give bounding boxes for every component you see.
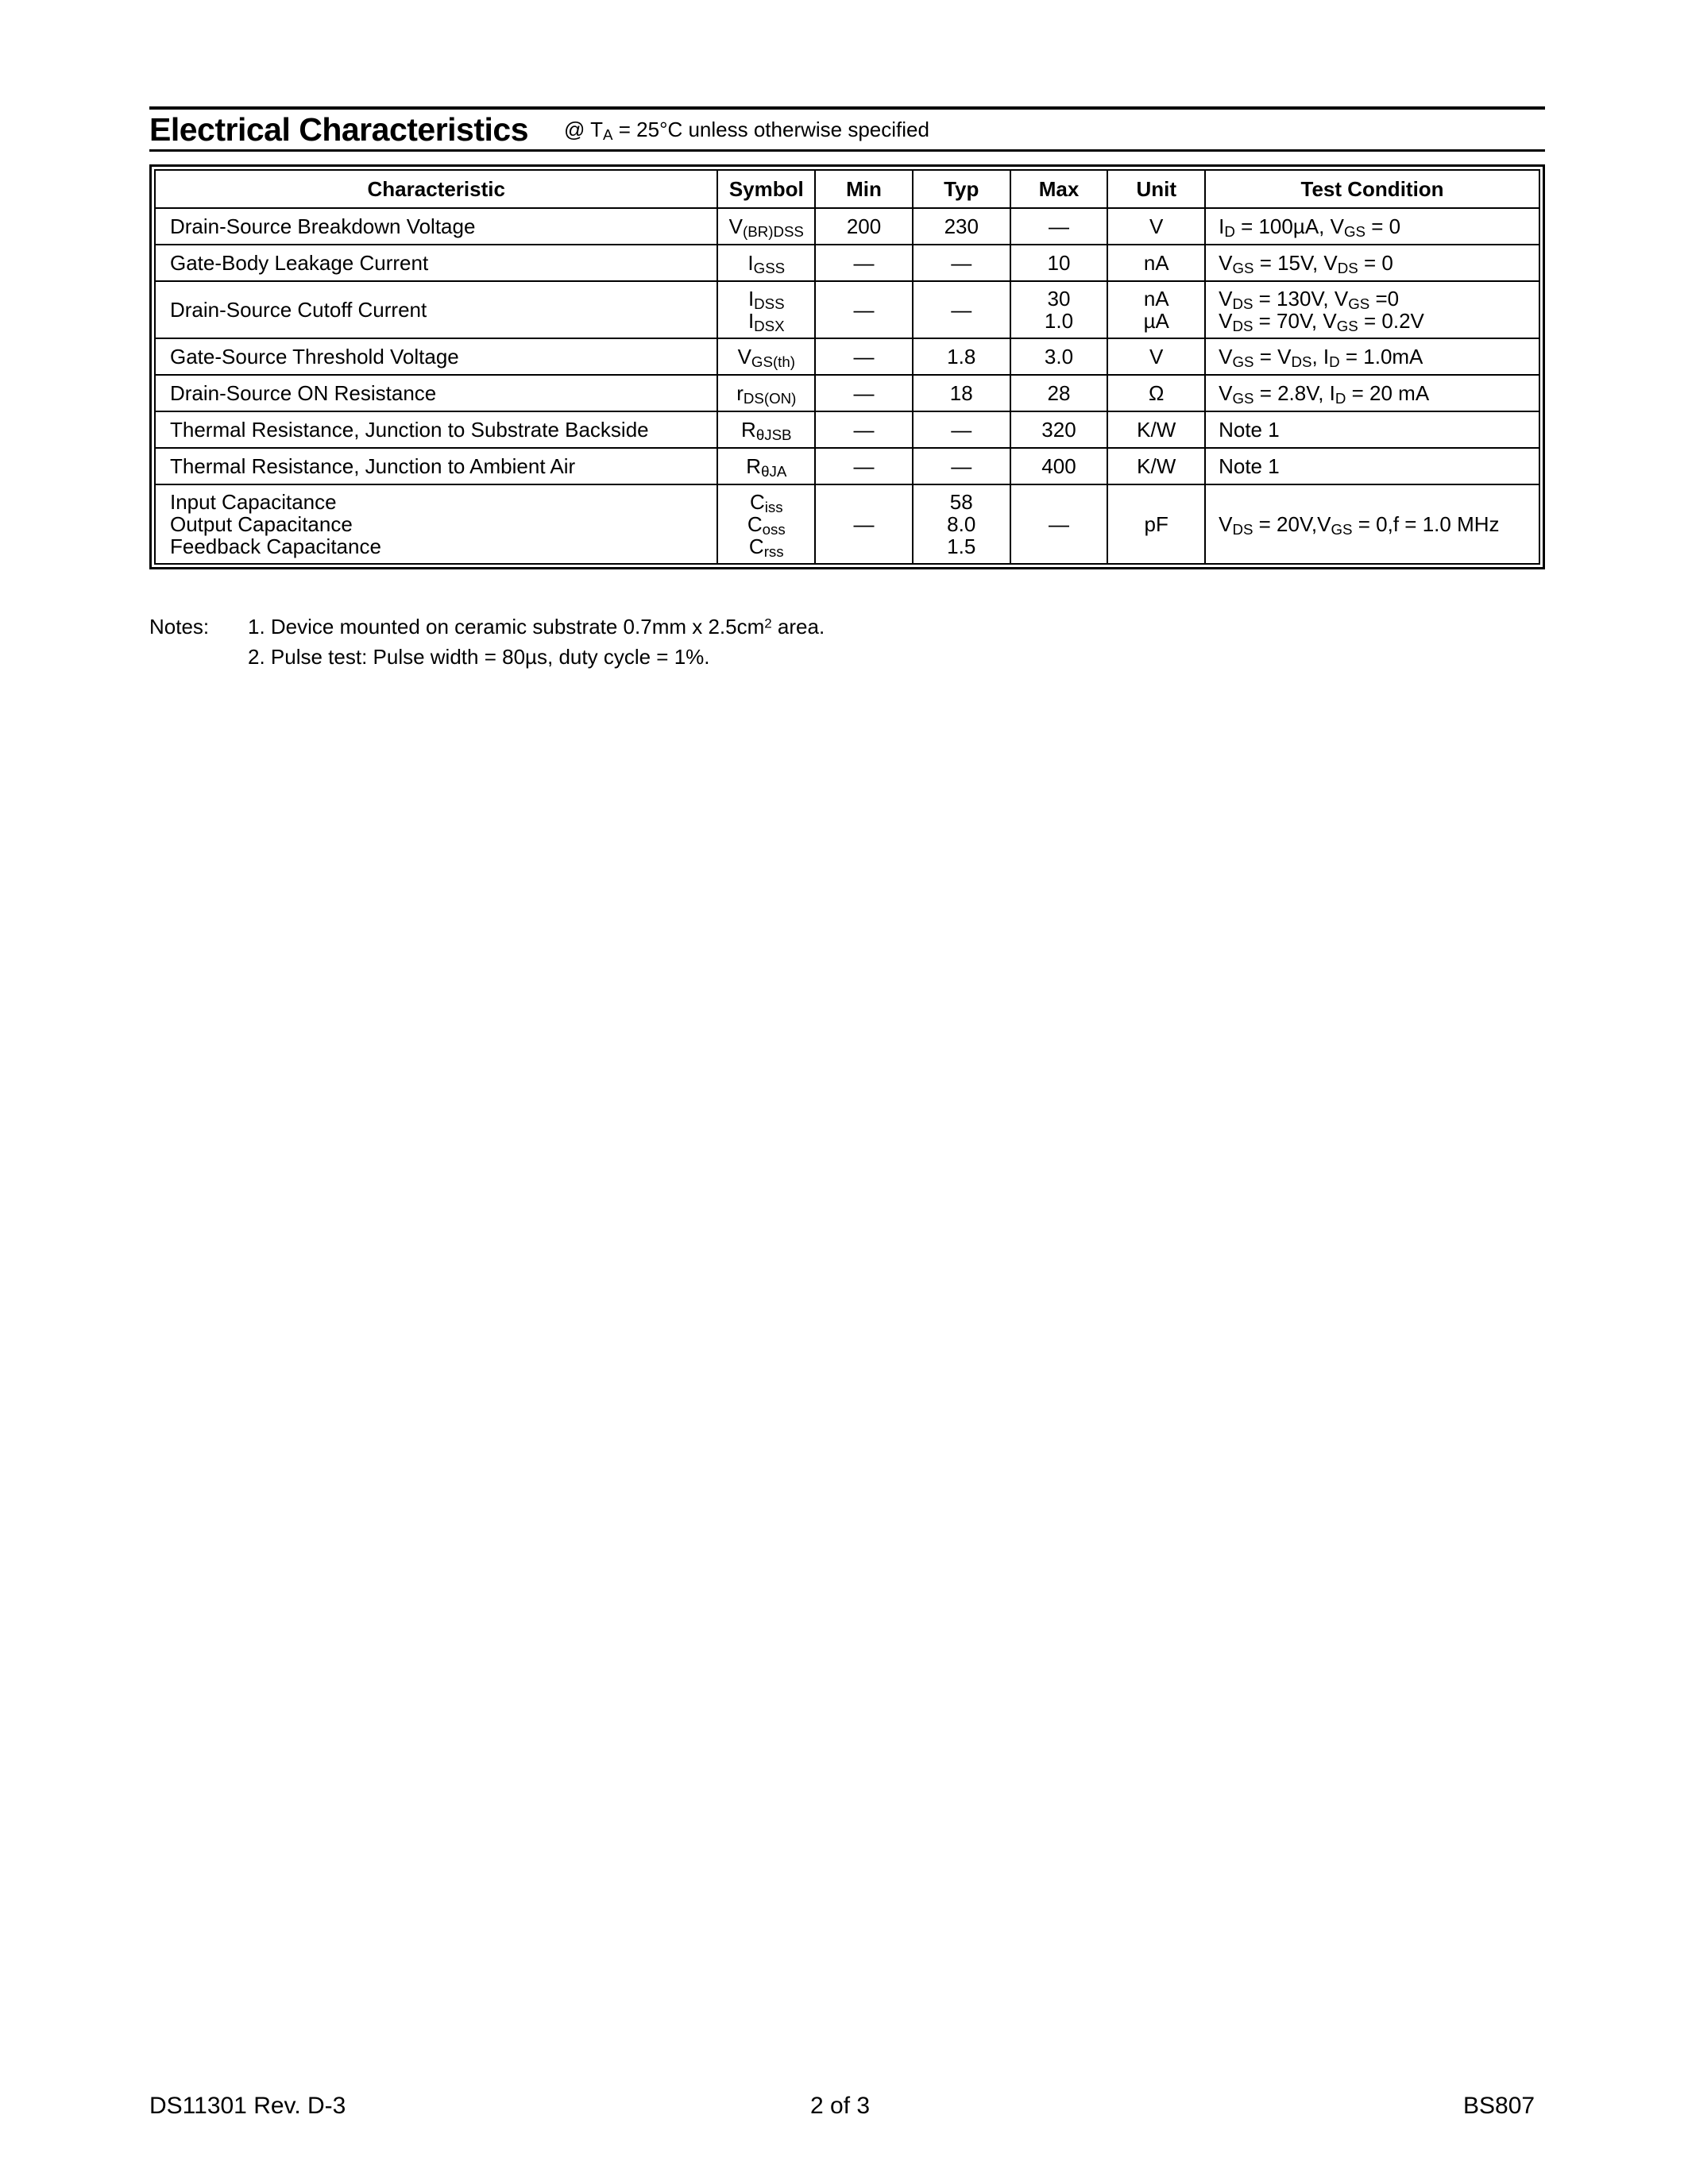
- unit-cell: V: [1107, 208, 1205, 245]
- min-cell: —: [815, 281, 913, 338]
- cond-sub: GS: [1348, 295, 1370, 313]
- symbol-cell: [717, 245, 815, 281]
- max-cell: 400: [1010, 448, 1108, 484]
- characteristic-cell: Thermal Resistance, Junction to Ambient Air: [155, 448, 717, 484]
- symbol-cell: [717, 375, 815, 411]
- cond-text: = 70V, V: [1253, 309, 1337, 333]
- max-cell: —: [1010, 484, 1108, 564]
- typ-cell: 230: [913, 208, 1010, 245]
- condition-subscript: A: [603, 126, 613, 144]
- cond-text: = 0: [1365, 214, 1401, 238]
- symbol-line: [724, 534, 808, 561]
- unit-cell: nA: [1107, 245, 1205, 281]
- characteristic-cell: Thermal Resistance, Junction to Substrate Backside: [155, 411, 717, 448]
- table-row: [155, 375, 1539, 411]
- column-header: Symbol: [717, 170, 815, 208]
- table-row: [155, 448, 1539, 484]
- cond-sub: GS: [1232, 390, 1254, 407]
- notes-label: Notes:: [149, 615, 210, 639]
- cond-sub: GS: [1343, 223, 1365, 241]
- column-header: Unit: [1107, 170, 1205, 208]
- symbol-main: R: [746, 454, 762, 478]
- document-revision: DS11301 Rev. D-3: [149, 2093, 346, 2119]
- min-cell: 200: [815, 208, 913, 245]
- typ-cell: —: [913, 411, 1010, 448]
- symbol-main: I: [747, 251, 754, 275]
- cond-text: = 0,f = 1.0 MHz: [1352, 512, 1500, 536]
- characteristic-line: Input Capacitance: [170, 490, 337, 514]
- condition-suffix: = 25°C unless otherwise specified: [612, 118, 929, 141]
- cond-sub: GS: [1336, 318, 1358, 335]
- page-title: Electrical Characteristics: [149, 111, 528, 148]
- symbol-main: I: [747, 287, 755, 311]
- unit-cell: pF: [1107, 484, 1205, 564]
- symbol-main: V: [737, 345, 751, 369]
- test-condition-cell: Note 1: [1205, 448, 1539, 484]
- characteristic-cell: Drain-Source Cutoff Current: [155, 281, 717, 338]
- electrical-characteristics-table: [154, 169, 1540, 565]
- cond-sub: DS: [1232, 318, 1253, 335]
- table-row: [155, 338, 1539, 375]
- table-header-row: [155, 170, 1539, 208]
- notes-list: [248, 612, 1439, 672]
- temperature-condition: [564, 118, 929, 142]
- typ-cell: 18: [913, 375, 1010, 411]
- max-cell: 28: [1010, 375, 1108, 411]
- cond-text: = 0.2V: [1358, 309, 1424, 333]
- unit-cell: K/W: [1107, 411, 1205, 448]
- column-header: Max: [1010, 170, 1108, 208]
- section-header: [149, 106, 1545, 152]
- cond-sub: D: [1329, 353, 1340, 371]
- cond-sub: DS: [1232, 521, 1253, 538]
- characteristic-cell: Drain-Source Breakdown Voltage: [155, 208, 717, 245]
- page-number: 2 of 3: [810, 2093, 871, 2119]
- typ-value: 8.0: [947, 512, 976, 536]
- test-condition-cell: Note 1: [1205, 411, 1539, 448]
- test-condition-cell: [1205, 338, 1539, 375]
- cond-text: = 0: [1358, 251, 1393, 275]
- cond-sub: DS: [1232, 295, 1253, 313]
- typ-value: 58: [949, 490, 973, 514]
- symbol-sub: DSX: [754, 318, 785, 335]
- cond-text: = 1.0mA: [1339, 345, 1423, 369]
- cond-text: = 20 mA: [1346, 381, 1430, 405]
- column-header: Characteristic: [155, 170, 717, 208]
- max-cell: 3.0: [1010, 338, 1108, 375]
- min-cell: —: [815, 448, 913, 484]
- cond-text: V: [1219, 287, 1233, 311]
- symbol-line: [724, 490, 808, 516]
- part-number: BS807: [1463, 2093, 1535, 2119]
- test-condition-cell: [1205, 375, 1539, 411]
- symbol-main: C: [747, 512, 763, 536]
- max-value: 1.0: [1044, 309, 1074, 333]
- symbol-main: r: [736, 381, 744, 405]
- characteristic-cell: Gate-Source Threshold Voltage: [155, 338, 717, 375]
- max-value: 30: [1047, 287, 1071, 311]
- test-condition-cell: [1205, 281, 1539, 338]
- max-cell: [1010, 281, 1108, 338]
- test-condition-cell: [1205, 208, 1539, 245]
- typ-cell: [913, 484, 1010, 564]
- symbol-sub: iss: [764, 499, 783, 516]
- cond-text: = V: [1253, 345, 1292, 369]
- cond-text: V: [1219, 309, 1233, 333]
- min-cell: —: [815, 375, 913, 411]
- min-cell: —: [815, 484, 913, 564]
- symbol-main: R: [741, 418, 756, 442]
- cond-sub: DS: [1291, 353, 1312, 371]
- cond-sub: D: [1335, 390, 1346, 407]
- column-header: Typ: [913, 170, 1010, 208]
- test-condition-cell: [1205, 484, 1539, 564]
- note-item: [248, 612, 1439, 642]
- min-cell: —: [815, 245, 913, 281]
- cond-text: , I: [1311, 345, 1330, 369]
- symbol-sub: rss: [763, 543, 784, 561]
- test-condition-cell: [1205, 245, 1539, 281]
- characteristic-cell: Gate-Body Leakage Current: [155, 245, 717, 281]
- symbol-line: [724, 512, 808, 538]
- symbol-cell: [717, 411, 815, 448]
- symbol-cell: [717, 484, 815, 564]
- column-header: Min: [815, 170, 913, 208]
- symbol-line: [724, 309, 808, 335]
- note-item: 2. Pulse test: Pulse width = 80µs, duty cycle = 1%.: [248, 645, 710, 669]
- cond-sub: GS: [1232, 353, 1254, 371]
- cond-text: = 20V,V: [1253, 512, 1331, 536]
- unit-value: nA: [1143, 287, 1169, 311]
- min-cell: —: [815, 411, 913, 448]
- table-row: [155, 484, 1539, 564]
- symbol-sub: DS(ON): [743, 390, 797, 407]
- cond-sub: D: [1224, 223, 1235, 241]
- typ-value: 1.5: [947, 534, 976, 558]
- symbol-sub: DSS: [754, 295, 785, 313]
- unit-cell: [1107, 281, 1205, 338]
- characteristic-cell: Drain-Source ON Resistance: [155, 375, 717, 411]
- note-superscript: 2: [764, 615, 772, 631]
- cond-line: [1219, 287, 1532, 313]
- unit-cell: K/W: [1107, 448, 1205, 484]
- cond-text: = 15V, V: [1253, 251, 1338, 275]
- typ-cell: 1.8: [913, 338, 1010, 375]
- table-row: [155, 245, 1539, 281]
- electrical-characteristics-table-frame: [149, 164, 1545, 569]
- cond-text: = 2.8V, I: [1253, 381, 1335, 405]
- table-row: [155, 208, 1539, 245]
- unit-cell: Ω: [1107, 375, 1205, 411]
- cond-text: V: [1219, 251, 1233, 275]
- cond-text: V: [1219, 381, 1233, 405]
- symbol-cell: [717, 338, 815, 375]
- symbol-sub: GSS: [753, 260, 786, 277]
- cond-sub: DS: [1337, 260, 1358, 277]
- note-text: 1. Device mounted on ceramic substrate 0.7mm x 2.5cm: [248, 615, 765, 639]
- condition-prefix: @ T: [564, 118, 604, 141]
- symbol-sub: oss: [762, 521, 786, 538]
- cond-text: = 100µA, V: [1234, 214, 1344, 238]
- note-text: area.: [771, 615, 825, 639]
- max-cell: —: [1010, 208, 1108, 245]
- symbol-line: [724, 287, 808, 313]
- symbol-main: V: [728, 214, 743, 238]
- max-cell: 320: [1010, 411, 1108, 448]
- column-header: Test Condition: [1205, 170, 1539, 208]
- symbol-cell: [717, 448, 815, 484]
- symbol-main: C: [748, 534, 764, 558]
- unit-value: µA: [1143, 309, 1169, 333]
- symbol-main: I: [747, 309, 755, 333]
- max-cell: 10: [1010, 245, 1108, 281]
- table-row: [155, 411, 1539, 448]
- cond-sub: GS: [1232, 260, 1254, 277]
- unit-cell: V: [1107, 338, 1205, 375]
- typ-cell: —: [913, 245, 1010, 281]
- symbol-cell: [717, 208, 815, 245]
- symbol-sub: (BR)DSS: [743, 223, 804, 241]
- cond-text: =0: [1369, 287, 1400, 311]
- cond-sub: GS: [1331, 521, 1353, 538]
- characteristic-line: Output Capacitance: [170, 512, 353, 536]
- typ-cell: —: [913, 448, 1010, 484]
- cond-text: V: [1219, 512, 1233, 536]
- typ-cell: —: [913, 281, 1010, 338]
- symbol-sub: θJA: [761, 463, 787, 480]
- characteristic-cell: [155, 484, 717, 564]
- table-row: [155, 281, 1539, 338]
- symbol-main: C: [749, 490, 765, 514]
- symbol-sub: θJSB: [755, 426, 792, 444]
- cond-line: [1219, 309, 1532, 335]
- cond-text: V: [1219, 345, 1233, 369]
- cond-text: = 130V, V: [1253, 287, 1349, 311]
- symbol-cell: [717, 281, 815, 338]
- cond-text: I: [1219, 214, 1225, 238]
- symbol-sub: GS(th): [751, 353, 795, 371]
- characteristic-line: Feedback Capacitance: [170, 534, 381, 558]
- min-cell: —: [815, 338, 913, 375]
